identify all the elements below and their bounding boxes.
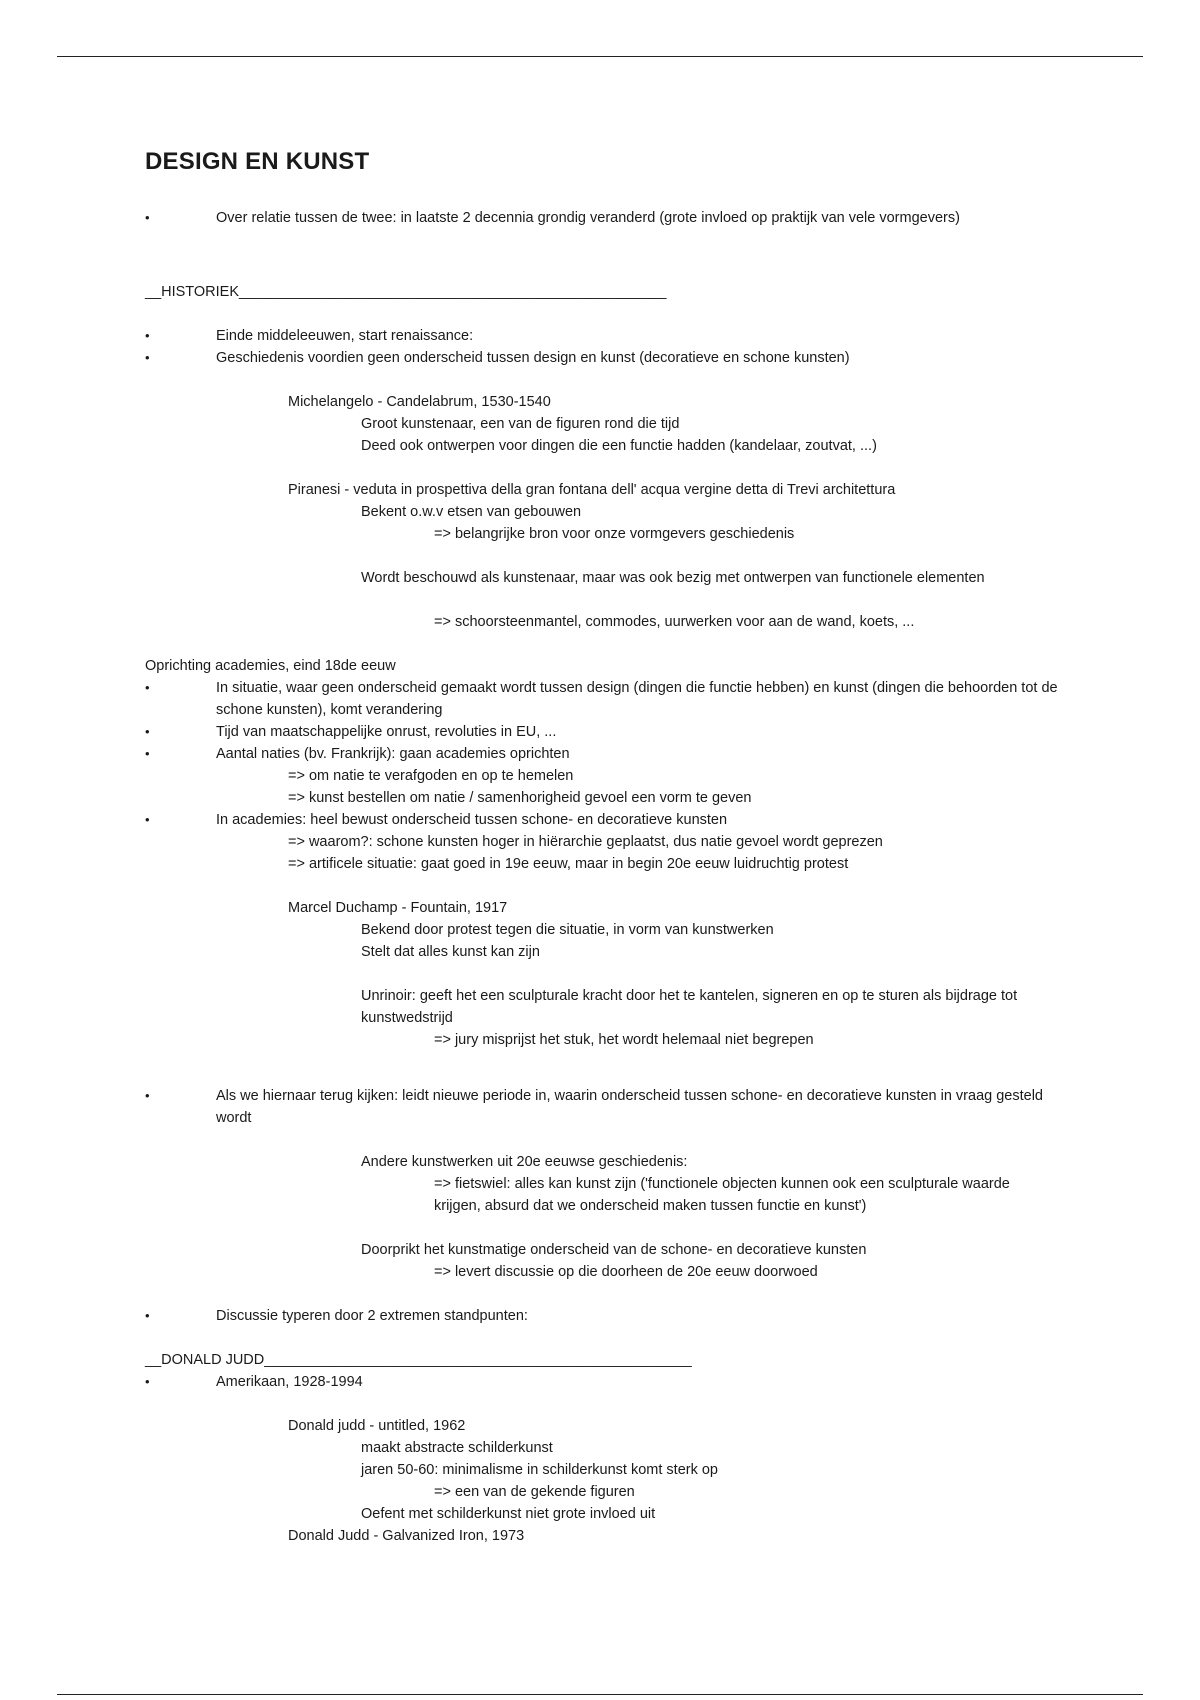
footer-rule xyxy=(57,1694,1143,1695)
arrow-note: => levert discussie op die doorheen de 20e eeuw doorwoed xyxy=(434,1264,818,1280)
section-subheading-academies: Oprichting academies, eind 18de eeuw xyxy=(145,658,396,674)
note-line: Unrinoir: geeft het een sculpturale kracht door het te kantelen, signeren en op te sturen als bijdrage tot kunstwedstrijd xyxy=(361,988,1018,1026)
artwork-heading-judd-galvanized: Donald Judd - Galvanized Iron, 1973 xyxy=(288,1528,525,1544)
artwork-heading-duchamp: Marcel Duchamp - Fountain, 1917 xyxy=(288,900,508,916)
bullet-marker: • xyxy=(145,350,150,365)
arrow-note: => kunst bestellen om natie / samenhorigheid gevoel een vorm te geven xyxy=(288,790,752,806)
intro-text: Over relatie tussen de twee: in laatste 2 decennia grondig veranderd (grote invloed op praktijk van vele vormgevers) xyxy=(216,210,960,226)
arrow-note: => een van de gekende figuren xyxy=(434,1484,635,1500)
note-line: Andere kunstwerken uit 20e eeuwse geschiedenis: xyxy=(361,1154,688,1170)
list-item: Einde middeleeuwen, start renaissance: xyxy=(216,328,474,344)
list-item: Aantal naties (bv. Frankrijk): gaan academies oprichten xyxy=(216,746,570,762)
bullet-marker: • xyxy=(145,812,150,827)
list-item: Amerikaan, 1928-1994 xyxy=(216,1374,363,1390)
bullet-marker: • xyxy=(145,746,150,761)
arrow-note: => jury misprijst het stuk, het wordt helemaal niet begrepen xyxy=(434,1032,814,1048)
list-item: In academies: heel bewust onderscheid tussen schone- en decoratieve kunsten xyxy=(216,812,728,828)
list-item: Tijd van maatschappelijke onrust, revoluties in EU, ... xyxy=(216,724,557,740)
artwork-heading-piranesi: Piranesi - veduta in prospettiva della gran fontana dell' acqua vergine detta di Trevi architettura xyxy=(288,482,896,498)
list-item: In situatie, waar geen onderscheid gemaakt wordt tussen design (dingen die functie hebben) en kunst (dingen die behoorden tot de schone kunsten), komt verandering xyxy=(216,680,1058,718)
note-line: jaren 50-60: minimalisme in schilderkunst komt sterk op xyxy=(361,1462,718,1478)
note-line: Wordt beschouwd als kunstenaar, maar was ook bezig met ontwerpen van functionele elementen xyxy=(361,570,985,586)
list-item: Als we hiernaar terug kijken: leidt nieuwe periode in, waarin onderscheid tussen schone- en decoratieve kunsten in vraag gesteld wordt xyxy=(216,1088,1043,1126)
arrow-note: => waarom?: schone kunsten hoger in hiërarchie geplaatst, dus natie gevoel wordt geprezen xyxy=(288,834,883,850)
note-line: Deed ook ontwerpen voor dingen die een functie hadden (kandelaar, zoutvat, ...) xyxy=(361,438,877,454)
note-line: Oefent met schilderkunst niet grote invloed uit xyxy=(361,1506,656,1522)
arrow-note: => belangrijke bron voor onze vormgevers geschiedenis xyxy=(434,526,795,542)
bullet-marker: • xyxy=(145,724,150,739)
section-heading-donald-judd: __DONALD JUDD_____________________________________________________ xyxy=(145,1352,692,1368)
note-line: Bekend door protest tegen die situatie, in vorm van kunstwerken xyxy=(361,922,774,938)
note-line: Groot kunstenaar, een van de figuren rond die tijd xyxy=(361,416,680,432)
arrow-note: => om natie te verafgoden en op te hemelen xyxy=(288,768,574,784)
artwork-heading-michelangelo: Michelangelo - Candelabrum, 1530-1540 xyxy=(288,394,551,410)
section-heading-historiek: __HISTORIEK_____________________________________________________ xyxy=(145,284,667,300)
list-item: Discussie typeren door 2 extremen standpunten: xyxy=(216,1308,528,1324)
bullet-marker: • xyxy=(145,1374,150,1389)
arrow-note: => fietswiel: alles kan kunst zijn ('functionele objecten kunnen ook een sculpturale waarde krijgen, absurd dat we onderscheid maken tussen functie en kunst') xyxy=(434,1176,1010,1214)
artwork-heading-judd-untitled: Donald judd - untitled, 1962 xyxy=(288,1418,466,1434)
bullet-marker: • xyxy=(145,1088,150,1103)
bullet-marker: • xyxy=(145,680,150,695)
note-line: Stelt dat alles kunst kan zijn xyxy=(361,944,540,960)
arrow-note: => schoorsteenmantel, commodes, uurwerken voor aan de wand, koets, ... xyxy=(434,614,915,630)
list-item: Geschiedenis voordien geen onderscheid tussen design en kunst (decoratieve en schone kunsten) xyxy=(216,350,850,366)
document-title: DESIGN EN KUNST xyxy=(145,148,370,175)
bullet-marker: • xyxy=(145,1308,150,1323)
bullet-marker: • xyxy=(145,210,150,225)
bullet-marker: • xyxy=(145,328,150,343)
arrow-note: => artificele situatie: gaat goed in 19e eeuw, maar in begin 20e eeuw luidruchtig protest xyxy=(288,856,849,872)
note-line: Bekent o.w.v etsen van gebouwen xyxy=(361,504,582,520)
note-line: Doorprikt het kunstmatige onderscheid van de schone- en decoratieve kunsten xyxy=(361,1242,867,1258)
note-line: maakt abstracte schilderkunst xyxy=(361,1440,553,1456)
